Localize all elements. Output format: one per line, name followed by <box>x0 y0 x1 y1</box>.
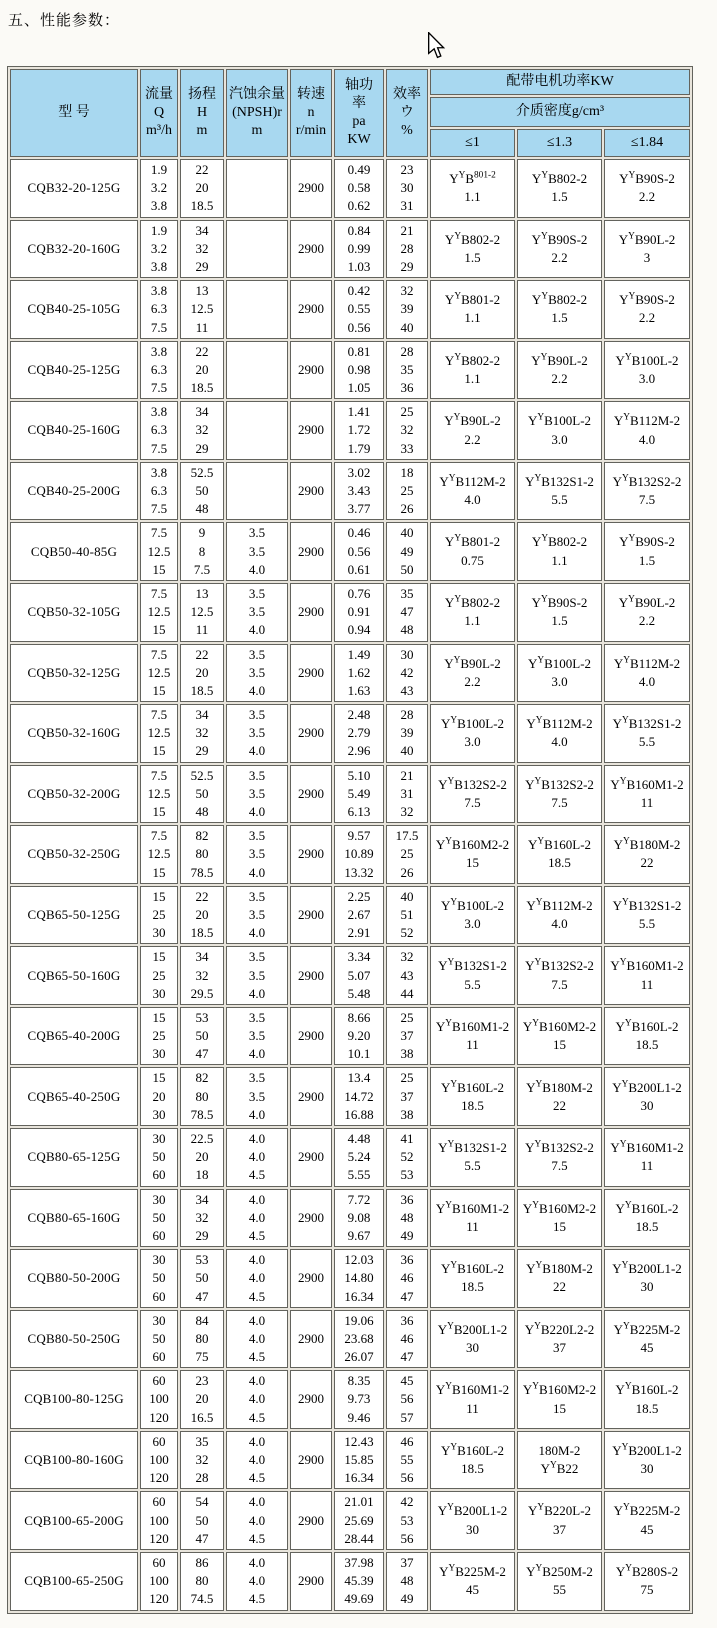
motor-cell-density-2: $Y^YB802-2$ 1.5 <box>517 280 602 339</box>
npsh-cell <box>226 220 288 279</box>
efficiency-cell: 21 31 32 <box>386 765 428 824</box>
efficiency-cell: 37 48 49 <box>386 1552 428 1611</box>
table-row <box>10 644 690 703</box>
col-header-flow: 流量 Q m³/h <box>140 69 178 157</box>
speed-cell: 2900 <box>290 1067 332 1126</box>
motor-cell-density-1: $Y^YB100L-2$ 3.0 <box>430 886 515 945</box>
speed-cell: 2900 <box>290 280 332 339</box>
speed-cell: 2900 <box>290 1552 332 1611</box>
speed-cell: 2900 <box>290 1370 332 1429</box>
model-cell: CQB50-40-85G <box>10 522 138 581</box>
motor-cell-density-3: $Y^YB90L-2$ 2.2 <box>604 583 690 642</box>
col-header-efficiency: 效率 ウ % <box>386 69 428 157</box>
npsh-cell: 4.0 4.0 4.5 <box>226 1552 288 1611</box>
speed-cell: 2900 <box>290 159 332 218</box>
npsh-cell <box>226 280 288 339</box>
motor-cell-density-3: $Y^YB225M-2$ 45 <box>604 1491 690 1550</box>
speed-cell: 2900 <box>290 1128 332 1187</box>
model-cell: CQB40-25-105G <box>10 280 138 339</box>
npsh-cell: 4.0 4.0 4.5 <box>226 1310 288 1369</box>
efficiency-cell: 28 39 40 <box>386 704 428 763</box>
npsh-cell: 4.0 4.0 4.5 <box>226 1431 288 1490</box>
flow-cell: 30 50 60 <box>140 1249 178 1308</box>
motor-cell-density-1: $Y^YB100L-2$ 3.0 <box>430 704 515 763</box>
motor-cell-density-1: $Y^YB132S1-2$ 5.5 <box>430 946 515 1005</box>
motor-cell-density-2: $Y^YB90L-2$ 2.2 <box>517 341 602 400</box>
table-row <box>10 1189 690 1248</box>
col-header-motor-power-group: 配带电机功率KW <box>430 69 690 95</box>
speed-cell: 2900 <box>290 341 332 400</box>
motor-cell-density-3: $Y^YB280S-2$ 75 <box>604 1552 690 1611</box>
model-cell: CQB65-50-160G <box>10 946 138 1005</box>
efficiency-cell: 40 51 52 <box>386 886 428 945</box>
col-header-medium-density: 介质密度g/cm³ <box>430 97 690 127</box>
motor-cell-density-1: $Y^YB801-2$ 0.75 <box>430 522 515 581</box>
motor-cell-density-1: $Y^YB200L1-2$ 30 <box>430 1491 515 1550</box>
power-cell: 0.42 0.55 0.56 <box>334 280 384 339</box>
motor-cell-density-1: $Y^YB132S2-2$ 7.5 <box>430 765 515 824</box>
flow-cell: 60 100 120 <box>140 1552 178 1611</box>
power-cell: 8.35 9.73 9.46 <box>334 1370 384 1429</box>
table-row <box>10 1552 690 1611</box>
model-cell: CQB50-32-250G <box>10 825 138 884</box>
npsh-cell: 3.5 3.5 4.0 <box>226 522 288 581</box>
motor-cell-density-2: $Y^YB220L2-2$ 37 <box>517 1310 602 1369</box>
head-cell: 22 20 18.5 <box>180 644 224 703</box>
npsh-cell: 4.0 4.0 4.5 <box>226 1370 288 1429</box>
flow-cell: 7.5 12.5 15 <box>140 825 178 884</box>
efficiency-cell: 41 52 53 <box>386 1128 428 1187</box>
speed-cell: 2900 <box>290 1189 332 1248</box>
motor-cell-density-3: $Y^YB160L-2$ 18.5 <box>604 1007 690 1066</box>
motor-cell-density-2: $Y^YB112M-2$ 4.0 <box>517 704 602 763</box>
col-header-power: 轴功 率 pa KW <box>334 69 384 157</box>
flow-cell: 7.5 12.5 15 <box>140 583 178 642</box>
model-cell: CQB32-20-125G <box>10 159 138 218</box>
efficiency-cell: 25 32 33 <box>386 401 428 460</box>
npsh-cell: 4.0 4.0 4.5 <box>226 1249 288 1308</box>
model-cell: CQB65-40-250G <box>10 1067 138 1126</box>
motor-cell-density-2: $Y^YB160L-2$ 18.5 <box>517 825 602 884</box>
motor-cell-density-3: $Y^YB160L-2$ 18.5 <box>604 1370 690 1429</box>
table-row <box>10 280 690 339</box>
motor-cell-density-2: $Y^YB90S-2$ 2.2 <box>517 220 602 279</box>
model-cell: CQB40-25-125G <box>10 341 138 400</box>
speed-cell: 2900 <box>290 1310 332 1369</box>
power-cell: 0.49 0.58 0.62 <box>334 159 384 218</box>
npsh-cell: 4.0 4.0 4.5 <box>226 1189 288 1248</box>
motor-cell-density-1: $Y^YB200L1-2$ 30 <box>430 1310 515 1369</box>
model-cell: CQB65-50-125G <box>10 886 138 945</box>
speed-cell: 2900 <box>290 765 332 824</box>
motor-cell-density-3: $Y^YB112M-2$ 4.0 <box>604 401 690 460</box>
motor-cell-density-2: $Y^YB160M2-2$ 15 <box>517 1370 602 1429</box>
speed-cell: 2900 <box>290 462 332 521</box>
head-cell: 84 80 75 <box>180 1310 224 1369</box>
flow-cell: 7.5 12.5 15 <box>140 522 178 581</box>
table-row <box>10 765 690 824</box>
motor-cell-density-2: $Y^YB90S-2$ 1.5 <box>517 583 602 642</box>
flow-cell: 60 100 120 <box>140 1491 178 1550</box>
head-cell: 23 20 16.5 <box>180 1370 224 1429</box>
npsh-cell: 3.5 3.5 4.0 <box>226 583 288 642</box>
head-cell: 13 12.5 11 <box>180 280 224 339</box>
speed-cell: 2900 <box>290 946 332 1005</box>
model-cell: CQB40-25-160G <box>10 401 138 460</box>
motor-cell-density-1: $Y^YB160L-2$ 18.5 <box>430 1431 515 1490</box>
npsh-cell: 3.5 3.5 4.0 <box>226 825 288 884</box>
head-cell: 34 32 29 <box>180 401 224 460</box>
power-cell: 13.4 14.72 16.88 <box>334 1067 384 1126</box>
speed-cell: 2900 <box>290 522 332 581</box>
power-cell: 4.48 5.24 5.55 <box>334 1128 384 1187</box>
table-row <box>10 159 690 218</box>
power-cell: 0.81 0.98 1.05 <box>334 341 384 400</box>
speed-cell: 2900 <box>290 401 332 460</box>
motor-cell-density-3: $Y^YB132S1-2$ 5.5 <box>604 704 690 763</box>
flow-cell: 3.8 6.3 7.5 <box>140 401 178 460</box>
npsh-cell: 4.0 4.0 4.5 <box>226 1491 288 1550</box>
flow-cell: 3.8 6.3 7.5 <box>140 280 178 339</box>
head-cell: 34 32 29 <box>180 220 224 279</box>
table-row <box>10 886 690 945</box>
flow-cell: 7.5 12.5 15 <box>140 704 178 763</box>
efficiency-cell: 36 48 49 <box>386 1189 428 1248</box>
col-header-model: 型 号 <box>10 69 138 157</box>
col-header-density-le-1-3: ≤1.3 <box>517 129 602 157</box>
motor-cell-density-3: $Y^YB160M1-2$ 11 <box>604 1128 690 1187</box>
motor-cell-density-2: $Y^YB160M2-2$ 15 <box>517 1007 602 1066</box>
flow-cell: 15 20 30 <box>140 1067 178 1126</box>
npsh-cell: 3.5 3.5 4.0 <box>226 765 288 824</box>
motor-cell-density-1: $Y^YB160L-2$ 18.5 <box>430 1067 515 1126</box>
motor-cell-density-1: $Y^YB160M1-2$ 11 <box>430 1189 515 1248</box>
speed-cell: 2900 <box>290 583 332 642</box>
motor-cell-density-1: $Y^YB802-2$ 1.5 <box>430 220 515 279</box>
power-cell: 21.01 25.69 28.44 <box>334 1491 384 1550</box>
efficiency-cell: 32 43 44 <box>386 946 428 1005</box>
motor-cell-density-2: $Y^YB100L-2$ 3.0 <box>517 644 602 703</box>
flow-cell: 30 50 60 <box>140 1128 178 1187</box>
model-cell: CQB50-32-125G <box>10 644 138 703</box>
table-row <box>10 1370 690 1429</box>
model-cell: CQB40-25-200G <box>10 462 138 521</box>
npsh-cell <box>226 401 288 460</box>
col-header-density-le-1-84: ≤1.84 <box>604 129 690 157</box>
motor-cell-density-3: $Y^YB90S-2$ 1.5 <box>604 522 690 581</box>
efficiency-cell: 25 37 38 <box>386 1067 428 1126</box>
model-cell: CQB32-20-160G <box>10 220 138 279</box>
motor-cell-density-2: $Y^YB132S2-2$ 7.5 <box>517 1128 602 1187</box>
motor-cell-density-2: $Y^YB132S2-2$ 7.5 <box>517 946 602 1005</box>
head-cell: 82 80 78.5 <box>180 1067 224 1126</box>
power-cell: 19.06 23.68 26.07 <box>334 1310 384 1369</box>
flow-cell: 30 50 60 <box>140 1189 178 1248</box>
power-cell: 1.41 1.72 1.79 <box>334 401 384 460</box>
motor-cell-density-2: $Y^YB180M-2$ 22 <box>517 1067 602 1126</box>
motor-cell-density-2: $Y^YB132S2-2$ 7.5 <box>517 765 602 824</box>
head-cell: 52.5 50 48 <box>180 462 224 521</box>
flow-cell: 1.9 3.2 3.8 <box>140 159 178 218</box>
motor-cell-density-3: $Y^YB160L-2$ 18.5 <box>604 1189 690 1248</box>
model-cell: CQB100-65-250G <box>10 1552 138 1611</box>
power-cell: 37.98 45.39 49.69 <box>334 1552 384 1611</box>
flow-cell: 15 25 30 <box>140 946 178 1005</box>
motor-cell-density-2: $Y^YB180M-2$ 22 <box>517 1249 602 1308</box>
npsh-cell <box>226 159 288 218</box>
motor-cell-density-3: $Y^YB132S1-2$ 5.5 <box>604 886 690 945</box>
power-cell: 9.57 10.89 13.32 <box>334 825 384 884</box>
head-cell: 22 20 18.5 <box>180 341 224 400</box>
model-cell: CQB50-32-105G <box>10 583 138 642</box>
motor-cell-density-1: $Y^YB^{801-2}$ 1.1 <box>430 159 515 218</box>
power-cell: 3.34 5.07 5.48 <box>334 946 384 1005</box>
efficiency-cell: 18 25 26 <box>386 462 428 521</box>
motor-cell-density-1: $Y^YB112M-2$ 4.0 <box>430 462 515 521</box>
motor-cell-density-1: $Y^YB802-2$ 1.1 <box>430 341 515 400</box>
flow-cell: 7.5 12.5 15 <box>140 765 178 824</box>
table-row <box>10 522 690 581</box>
head-cell: 13 12.5 11 <box>180 583 224 642</box>
efficiency-cell: 32 39 40 <box>386 280 428 339</box>
table-row <box>10 1128 690 1187</box>
head-cell: 22 20 18.5 <box>180 159 224 218</box>
table-row <box>10 1249 690 1308</box>
model-cell: CQB100-80-160G <box>10 1431 138 1490</box>
npsh-cell: 3.5 3.5 4.0 <box>226 1007 288 1066</box>
col-header-npsh: 汽蚀余量 (NPSH)r m <box>226 69 288 157</box>
npsh-cell: 3.5 3.5 4.0 <box>226 704 288 763</box>
motor-cell-density-2: $Y^YB100L-2$ 3.0 <box>517 401 602 460</box>
model-cell: CQB80-50-250G <box>10 1310 138 1369</box>
motor-cell-density-3: $Y^YB160M1-2$ 11 <box>604 765 690 824</box>
motor-cell-density-3: $Y^YB90L-2$ 3 <box>604 220 690 279</box>
flow-cell: 15 25 30 <box>140 886 178 945</box>
power-cell: 2.48 2.79 2.96 <box>334 704 384 763</box>
flow-cell: 15 25 30 <box>140 1007 178 1066</box>
motor-cell-density-3: $Y^YB112M-2$ 4.0 <box>604 644 690 703</box>
col-header-speed: 转速 n r/min <box>290 69 332 157</box>
motor-cell-density-3: $Y^YB90S-2$ 2.2 <box>604 280 690 339</box>
table-row <box>10 583 690 642</box>
head-cell: 34 32 29 <box>180 1189 224 1248</box>
efficiency-cell: 35 47 48 <box>386 583 428 642</box>
head-cell: 22 20 18.5 <box>180 886 224 945</box>
efficiency-cell: 21 28 29 <box>386 220 428 279</box>
power-cell: 1.49 1.62 1.63 <box>334 644 384 703</box>
speed-cell: 2900 <box>290 644 332 703</box>
motor-cell-density-1: $Y^YB225M-2$ 45 <box>430 1552 515 1611</box>
motor-cell-density-2: $Y^YB220L-2$ 37 <box>517 1491 602 1550</box>
col-header-head: 扬程 H m <box>180 69 224 157</box>
speed-cell: 2900 <box>290 825 332 884</box>
table-body <box>10 159 690 1611</box>
npsh-cell: 3.5 3.5 4.0 <box>226 886 288 945</box>
efficiency-cell: 17.5 25 26 <box>386 825 428 884</box>
flow-cell: 30 50 60 <box>140 1310 178 1369</box>
efficiency-cell: 46 55 56 <box>386 1431 428 1490</box>
head-cell: 82 80 78.5 <box>180 825 224 884</box>
motor-cell-density-3: $Y^YB90S-2$ 2.2 <box>604 159 690 218</box>
efficiency-cell: 45 56 57 <box>386 1370 428 1429</box>
motor-cell-density-1: $Y^YB801-2$ 1.1 <box>430 280 515 339</box>
model-cell: CQB100-80-125G <box>10 1370 138 1429</box>
table-row <box>10 1431 690 1490</box>
table-row <box>10 220 690 279</box>
motor-cell-density-1: $Y^YB160M1-2$ 11 <box>430 1370 515 1429</box>
model-cell: CQB80-65-125G <box>10 1128 138 1187</box>
speed-cell: 2900 <box>290 1431 332 1490</box>
speed-cell: 2900 <box>290 886 332 945</box>
efficiency-cell: 23 30 31 <box>386 159 428 218</box>
speed-cell: 2900 <box>290 1007 332 1066</box>
motor-cell-density-1: $Y^YB802-2$ 1.1 <box>430 583 515 642</box>
motor-cell-density-1: $Y^YB160L-2$ 18.5 <box>430 1249 515 1308</box>
motor-cell-density-2: $Y^YB132S1-2$ 5.5 <box>517 462 602 521</box>
head-cell: 22.5 20 18 <box>180 1128 224 1187</box>
motor-cell-density-3: $Y^YB160M1-2$ 11 <box>604 946 690 1005</box>
head-cell: 34 32 29 <box>180 704 224 763</box>
table-row <box>10 704 690 763</box>
model-cell: CQB80-50-200G <box>10 1249 138 1308</box>
flow-cell: 60 100 120 <box>140 1431 178 1490</box>
table-row <box>10 341 690 400</box>
head-cell: 54 50 47 <box>180 1491 224 1550</box>
performance-parameters-table <box>7 66 693 1614</box>
power-cell: 12.03 14.80 16.34 <box>334 1249 384 1308</box>
npsh-cell: 3.5 3.5 4.0 <box>226 644 288 703</box>
npsh-cell <box>226 341 288 400</box>
table-row <box>10 401 690 460</box>
flow-cell: 60 100 120 <box>140 1370 178 1429</box>
speed-cell: 2900 <box>290 220 332 279</box>
npsh-cell: 3.5 3.5 4.0 <box>226 946 288 1005</box>
model-cell: CQB65-40-200G <box>10 1007 138 1066</box>
motor-cell-density-3: $Y^YB225M-2$ 45 <box>604 1310 690 1369</box>
power-cell: 5.10 5.49 6.13 <box>334 765 384 824</box>
col-header-density-le-1: ≤1 <box>430 129 515 157</box>
efficiency-cell: 40 49 50 <box>386 522 428 581</box>
head-cell: 53 50 47 <box>180 1007 224 1066</box>
motor-cell-density-2: $Y^YB250M-2$ 55 <box>517 1552 602 1611</box>
table-row <box>10 1067 690 1126</box>
table-row <box>10 946 690 1005</box>
motor-cell-density-2: 180M-2 $Y^YB22$ <box>517 1431 602 1490</box>
head-cell: 52.5 50 48 <box>180 765 224 824</box>
motor-cell-density-1: $Y^YB160M1-2$ 11 <box>430 1007 515 1066</box>
page-title: 五、性能参数： <box>8 13 121 29</box>
flow-cell: 3.8 6.3 7.5 <box>140 341 178 400</box>
speed-cell: 2900 <box>290 1249 332 1308</box>
power-cell: 8.66 9.20 10.1 <box>334 1007 384 1066</box>
npsh-cell <box>226 462 288 521</box>
model-cell: CQB50-32-160G <box>10 704 138 763</box>
efficiency-cell: 30 42 43 <box>386 644 428 703</box>
motor-cell-density-2: $Y^YB802-2$ 1.1 <box>517 522 602 581</box>
speed-cell: 2900 <box>290 704 332 763</box>
table-row <box>10 825 690 884</box>
motor-cell-density-3: $Y^YB132S2-2$ 7.5 <box>604 462 690 521</box>
table-row <box>10 462 690 521</box>
head-cell: 53 50 47 <box>180 1249 224 1308</box>
table-row <box>10 1491 690 1550</box>
efficiency-cell: 36 46 47 <box>386 1249 428 1308</box>
mouse-cursor-icon <box>426 32 446 60</box>
motor-cell-density-2: $Y^YB160M2-2$ 15 <box>517 1189 602 1248</box>
efficiency-cell: 36 46 47 <box>386 1310 428 1369</box>
efficiency-cell: 42 53 56 <box>386 1491 428 1550</box>
npsh-cell: 4.0 4.0 4.5 <box>226 1128 288 1187</box>
power-cell: 0.84 0.99 1.03 <box>334 220 384 279</box>
model-cell: CQB80-65-160G <box>10 1189 138 1248</box>
power-cell: 3.02 3.43 3.77 <box>334 462 384 521</box>
table-row <box>10 1310 690 1369</box>
head-cell: 35 32 28 <box>180 1431 224 1490</box>
power-cell: 2.25 2.67 2.91 <box>334 886 384 945</box>
power-cell: 7.72 9.08 9.67 <box>334 1189 384 1248</box>
model-cell: CQB50-32-200G <box>10 765 138 824</box>
motor-cell-density-3: $Y^YB200L1-2$ 30 <box>604 1249 690 1308</box>
power-cell: 0.46 0.56 0.61 <box>334 522 384 581</box>
head-cell: 86 80 74.5 <box>180 1552 224 1611</box>
motor-cell-density-3: $Y^YB180M-2$ 22 <box>604 825 690 884</box>
header-row-1 <box>10 69 690 95</box>
power-cell: 12.43 15.85 16.34 <box>334 1431 384 1490</box>
motor-cell-density-2: $Y^YB112M-2$ 4.0 <box>517 886 602 945</box>
motor-cell-density-1: $Y^YB90L-2$ 2.2 <box>430 401 515 460</box>
motor-cell-density-3: $Y^YB200L1-2$ 30 <box>604 1431 690 1490</box>
motor-cell-density-3: $Y^YB100L-2$ 3.0 <box>604 341 690 400</box>
efficiency-cell: 25 37 38 <box>386 1007 428 1066</box>
model-cell: CQB100-65-200G <box>10 1491 138 1550</box>
head-cell: 34 32 29.5 <box>180 946 224 1005</box>
motor-cell-density-1: $Y^YB90L-2$ 2.2 <box>430 644 515 703</box>
motor-cell-density-2: $Y^YB802-2$ 1.5 <box>517 159 602 218</box>
motor-cell-density-1: $Y^YB160M2-2$ 15 <box>430 825 515 884</box>
flow-cell: 1.9 3.2 3.8 <box>140 220 178 279</box>
flow-cell: 7.5 12.5 15 <box>140 644 178 703</box>
table-row <box>10 1007 690 1066</box>
speed-cell: 2900 <box>290 1491 332 1550</box>
head-cell: 9 8 7.5 <box>180 522 224 581</box>
motor-cell-density-1: $Y^YB132S1-2$ 5.5 <box>430 1128 515 1187</box>
efficiency-cell: 28 35 36 <box>386 341 428 400</box>
npsh-cell: 3.5 3.5 4.0 <box>226 1067 288 1126</box>
flow-cell: 3.8 6.3 7.5 <box>140 462 178 521</box>
motor-cell-density-3: $Y^YB200L1-2$ 30 <box>604 1067 690 1126</box>
power-cell: 0.76 0.91 0.94 <box>334 583 384 642</box>
